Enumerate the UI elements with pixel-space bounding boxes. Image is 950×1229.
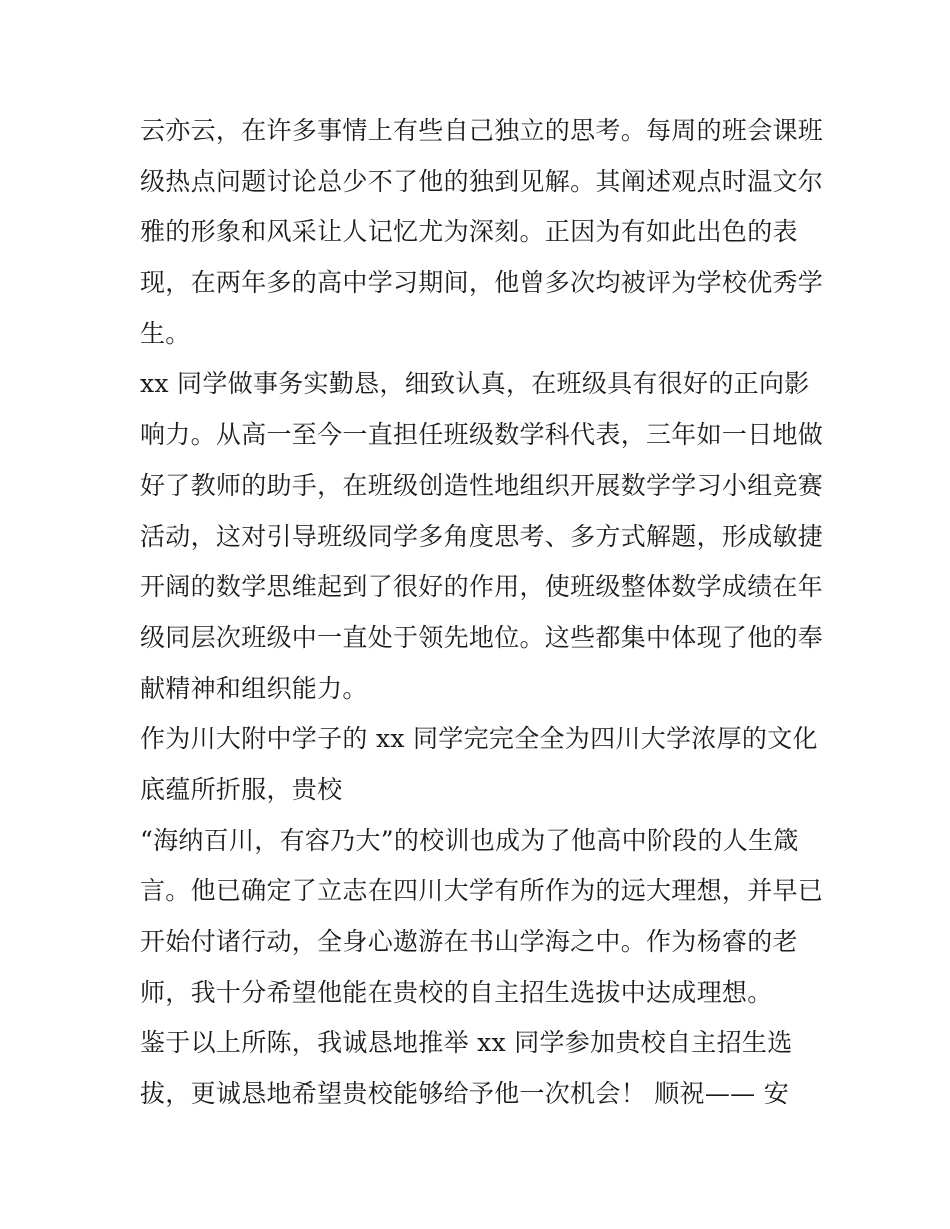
text-line: 献精神和组织能力。	[140, 673, 368, 703]
text-line: 级同层次班级中一直处于领先地位。这些都集中体现了他的奉	[140, 622, 824, 652]
text-line: xx 同学做事务实勤恳，细致认真，在班级具有很好的正向影	[140, 369, 810, 399]
text-line: 拔，更诚恳地希望贵校能够给予他一次机会！ 顺祝—— 安	[140, 1079, 789, 1109]
text-line: 级热点问题讨论总少不了他的独到见解。其阐述观点时温文尔	[140, 166, 824, 196]
text-line: 作为川大附中学子的 xx 同学完完全全为四川大学浓厚的文化	[140, 724, 818, 754]
text-line: 开阔的数学思维起到了很好的作用，使班级整体数学成绩在年	[140, 572, 824, 602]
text-line: 云亦云，在许多事情上有些自己独立的思考。每周的班会课班	[140, 116, 824, 145]
text-line: 响力。从高一至今一直担任班级数学科代表，三年如一日地做	[140, 420, 824, 450]
text-line: 师，我十分希望他能在贵校的自主招生选拔中达成理想。	[140, 977, 773, 1007]
text-line: 雅的形象和风采让人记忆尤为深刻。正因为有如此出色的表	[140, 217, 798, 247]
text-line: 现，在两年多的高中学习期间，他曾多次均被评为学校优秀学	[140, 268, 824, 298]
text-line: 言。他已确定了立志在四川大学有所作为的远大理想，并早已	[140, 876, 824, 906]
document-body	[140, 106, 830, 1120]
text-line: 活动，这对引导班级同学多角度思考、多方式解题，形成敏捷	[140, 521, 824, 551]
text-line: 生。	[140, 318, 191, 348]
text-line: 开始付诸行动，全身心遨游在书山学海之中。作为杨睿的老	[140, 927, 798, 956]
text-line: “海纳百川，有容乃大”的校训也成为了他高中阶段的人生箴	[140, 825, 799, 855]
text-line: 鉴于以上所陈，我诚恳地推举 xx 同学参加贵校自主招生选	[140, 1028, 793, 1058]
text-line: 底蕴所折服，贵校	[140, 774, 343, 804]
text-line: 好了教师的助手，在班级创造性地组织开展数学学习小组竞赛	[140, 470, 824, 500]
